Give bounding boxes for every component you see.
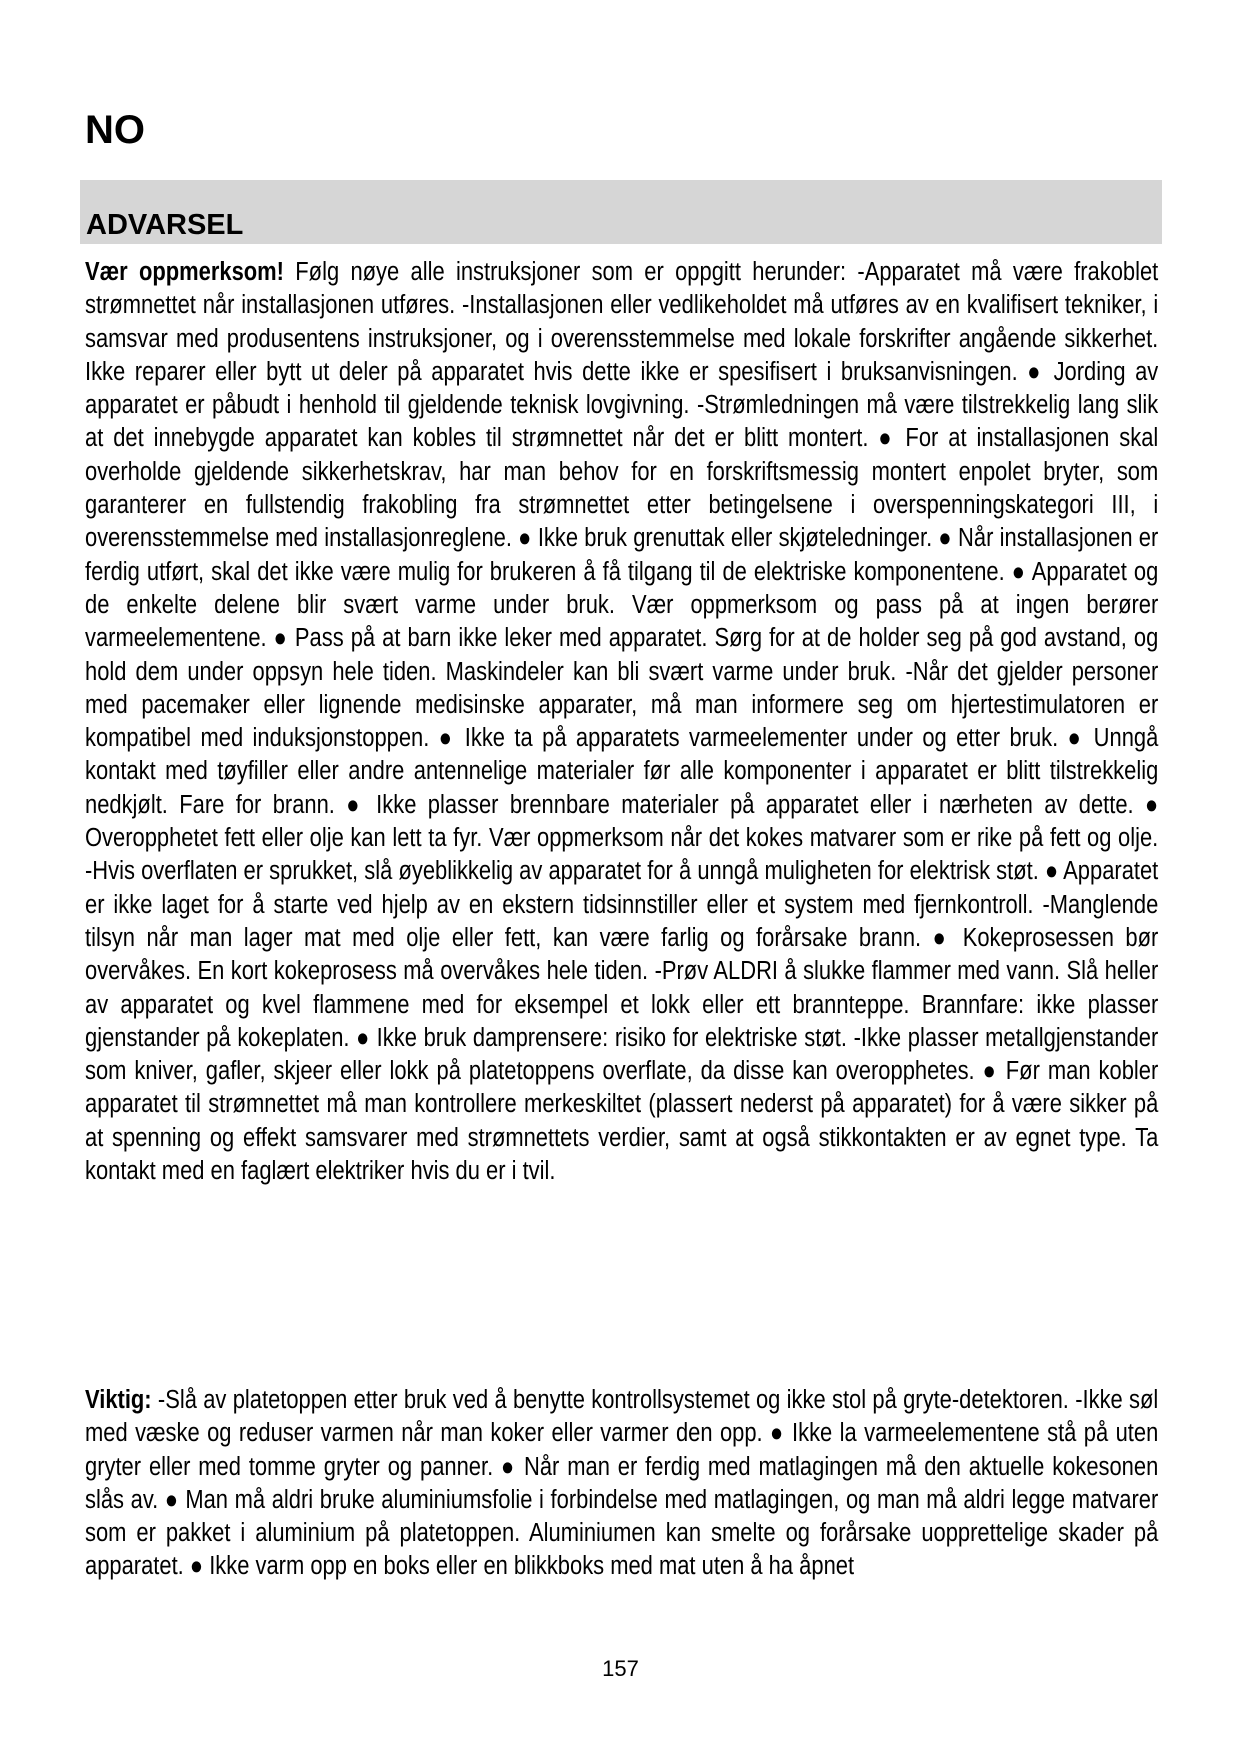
language-code: NO: [85, 108, 145, 152]
warning-paragraph: [85, 256, 1158, 1188]
section-title: ADVARSEL: [86, 209, 244, 241]
page-number: 157: [602, 1656, 639, 1681]
warning-paragraph-label: Vær oppmerksom!: [85, 258, 284, 286]
warning-paragraph-text: Følg nøye alle instruksjoner som er oppgitt herunder: -Apparatet må være frakoblet strømnettet når installasjonen utføres. -Installasjonen eller vedlikeholdet må utføres av en kvalifisert tekniker, i samsvar med produsentens instruksjoner, og i overensstemmelse med lokale forskrifter angående sikkerhet. Ikke reparer eller bytt ut deler på apparatet hvis dette ikke er spesifisert i bruksanvisningen. ● Jording av apparatet er påbudt i henhold til gjeldende teknisk lovgivning. -Strømledningen må være tilstrekkelig lang slik at det innebygde apparatet kan kobles til strømnettet når det er blitt montert. ● For at installasjonen skal overholde gjeldende sikkerhetskrav, har man behov for en forskriftsmessig montert enpolet bryter, som garanterer en fullstendig frakobling fra strømnettet etter betingelsene i overspenningskategori III, i overensstemmelse med installasjonreglene. ● Ikke bruk grenuttak eller skjøteledninger. ● Når installasjonen er ferdig utført, skal det ikke være mulig for brukeren å få tilgang til de elektriske komponentene. ● Apparatet og de enkelte delene blir svært varme under bruk. Vær oppmerksom og pass på at ingen berører varmeelementene. ● Pass på at barn ikke leker med apparatet. Sørg for at de holder seg på god avstand, og hold dem under oppsyn hele tiden. Maskindeler kan bli svært varme under bruk. -Når det gjelder personer med pacemaker eller lignende medisinske apparater, må man informere seg om hjertestimulatoren er kompatibel med induksjonstoppen. ● Ikke ta på apparatets varmeelementer under og etter bruk. ● Unngå kontakt med tøyfiller eller andre antennelige materialer før alle komponenter i apparatet er blitt tilstrekkelig nedkjølt. Fare for brann. ● Ikke plasser brennbare materialer på apparatet eller i nærheten av dette. ● Overopphetet fett eller olje kan lett ta fyr. Vær oppmerksom når det kokes matvarer som er rike på fett og olje. -Hvis overflaten er sprukket, slå øyeblikkelig av apparatet for å unngå muligheten for elektrisk støt. ● Apparatet er ikke laget for å starte ved hjelp av en ekstern tidsinnstiller eller et system med fjernkontroll. -Manglende tilsyn når man lager mat med olje eller fett, kan være farlig og forårsake brann. ● Kokeprosessen bør overvåkes. En kort kokeprosess må overvåkes hele tiden. -Prøv ALDRI å slukke flammer med vann. Slå heller av apparatet og kvel flammene med for eksempel et lokk eller ett brannteppe. Brannfare: ikke plasser gjenstander på kokeplaten. ● Ikke bruk damprensere: risiko for elektriske støt. -Ikke plasser metallgjenstander som kniver, gafler, skjeer eller lokk på platetoppens overflate, da disse kan overopphetes. ● Før man kobler apparatet til strømnettet må man kontrollere merkeskiltet (plassert nederst på apparatet) for å være sikker på at spenning og effekt samsvarer med strømnettets verdier, samt at også stikkontakten er av egnet type. Ta kontakt med en faglært elektriker hvis du er i tvil.: [85, 258, 1159, 1186]
important-paragraph-text: -Slå av platetoppen etter bruk ved å benytte kontrollsystemet og ikke stol på gryte-detektoren. -Ikke søl med væske og reduser varmen når man koker eller varmer den opp. ● Ikke la varmeelementene stå på uten gryter eller med tomme gryter og panner. ● Når man er ferdig med matlagingen må den aktuelle kokesonen slås av. ● Man må aldri bruke aluminiumsfolie i forbindelse med matlagingen, og man må aldri legge matvarer som er pakket i aluminium på platetoppen. Aluminiumen kan smelte og forårsake uopprettelige skader på apparatet. ● Ikke varm opp en boks eller en blikkboks med mat uten å ha åpnet: [85, 1386, 1159, 1581]
important-paragraph-label: Viktig:: [85, 1386, 152, 1414]
section-header-bar: [80, 180, 1162, 244]
important-paragraph: [85, 1384, 1158, 1584]
